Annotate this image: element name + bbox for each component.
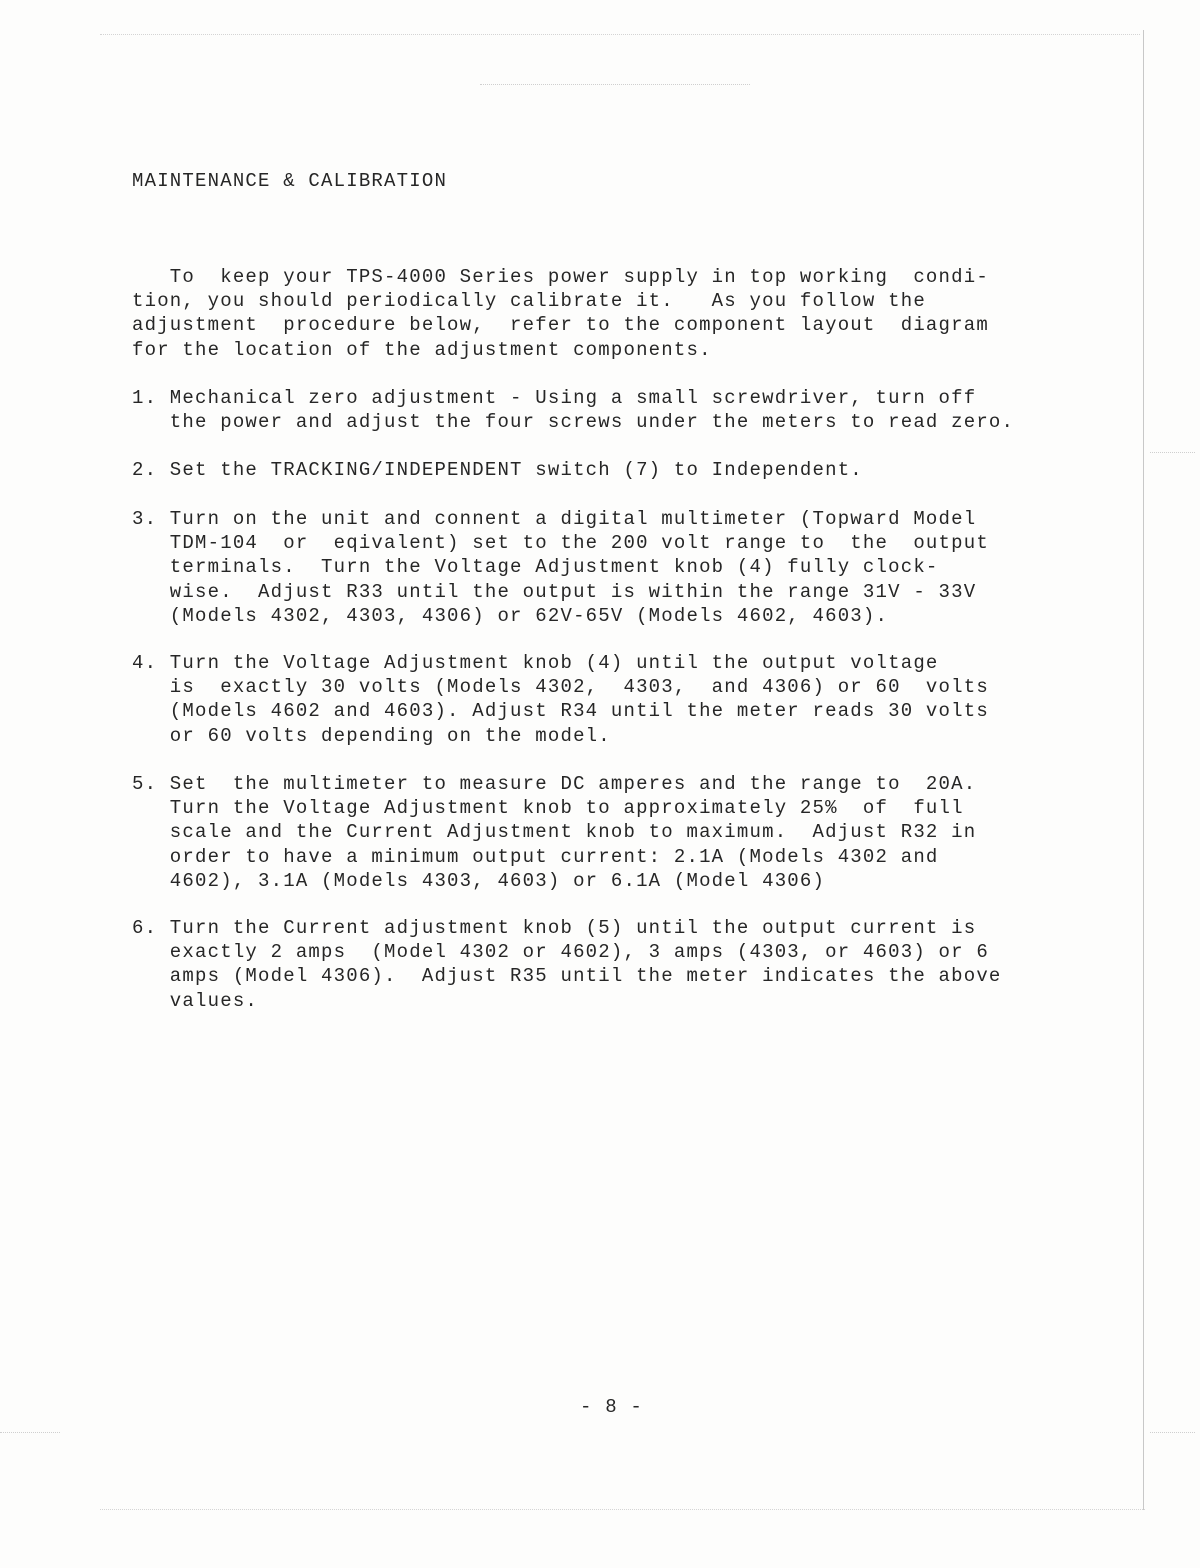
scan-artifact (0, 1432, 60, 1434)
scan-edge-top (100, 34, 1140, 36)
scan-edge-bottom (100, 1509, 1145, 1511)
scan-artifact (480, 84, 750, 86)
scan-edge-right (1143, 30, 1144, 1510)
procedure-step-3: 3. Turn on the unit and connent a digital multimeter (Topward Model TDM-104 or eqivalent) set to the 200 volt range to the output terminals. Turn the Voltage Adjustment knob (4) fully clock- wise. Adjust R33 until the output is within the range 31V - 33V (Models 4302, 4303, 4306) or 62V-65V (Models 4602, 4603). (132, 508, 989, 627)
procedure-step-1: 1. Mechanical zero adjustment - Using a small screwdriver, turn off the power and adjust the four screws under the meters to read zero. (132, 387, 1015, 434)
procedure-step-2: 2. Set the TRACKING/INDEPENDENT switch (7) to Independent. (132, 459, 863, 481)
scan-artifact (1150, 1432, 1195, 1434)
scan-artifact (1150, 452, 1195, 454)
procedure-step-5: 5. Set the multimeter to measure DC amperes and the range to 20A. Turn the Voltage Adjustment knob to approximately 25% of full scale and the Current Adjustment knob to maximum. Adjust R32 in order to have a minimum output current: 2.1A (Models 4302 and 4602), 3.1A (Models 4303, 4603) or 6.1A (Model 4306) (132, 773, 977, 892)
intro-paragraph: To keep your TPS-4000 Series power supply in top working condi- tion, you should periodically calibrate it. As you follow the adjustment procedure below, refer to the component layout diagram for the location of the adjustment components. (132, 266, 989, 361)
procedure-step-4: 4. Turn the Voltage Adjustment knob (4) until the output voltage is exactly 30 volts (Models 4302, 4303, and 4306) or 60 volts (Models 4602 and 4603). Adjust R34 until the meter reads 30 volts or 60 volts depending on the model. (132, 652, 989, 747)
section-heading: MAINTENANCE & CALIBRATION (132, 170, 448, 192)
page-number: - 8 - (580, 1396, 644, 1418)
procedure-step-6: 6. Turn the Current adjustment knob (5) until the output current is exactly 2 amps (Model 4302 or 4602), 3 amps (4303, or 4603) or 6 amps (Model 4306). Adjust R35 until the meter indicates the above values. (132, 917, 1002, 1012)
